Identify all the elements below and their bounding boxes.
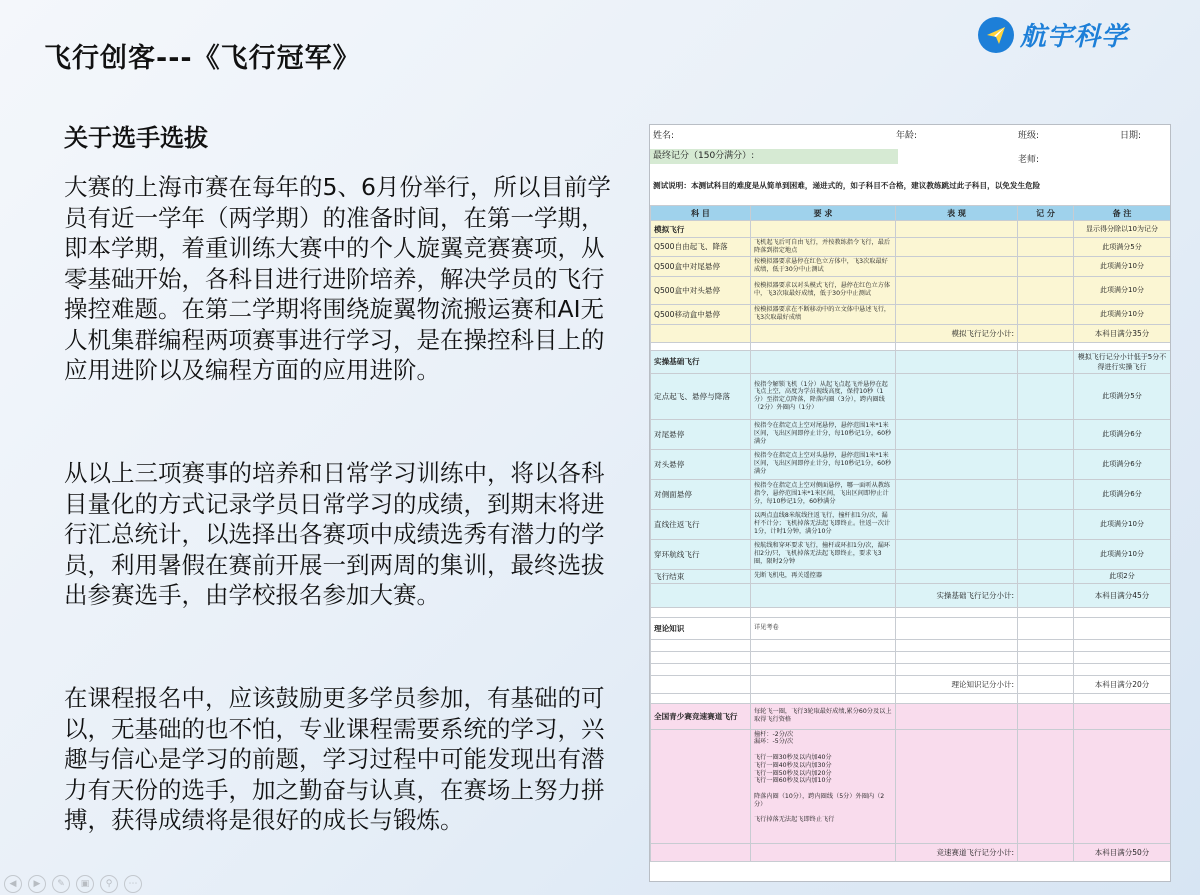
item-requirement: 按指令在指定点上空对头悬停，悬停范围1米*1米区间，飞出区间即停止计分，每10秒记1分，60秒满分 <box>751 449 896 479</box>
item-note: 此项满分10分 <box>1074 539 1171 569</box>
subtotal-label: 实操基础飞行记分小计: <box>896 583 1018 607</box>
pen-icon[interactable]: ✎ <box>52 875 70 893</box>
item-requirement: 按指令解锁飞机（1分）从起飞点起飞并悬停在起飞点上空，高度为学员视线高度，保持10秒（1分）至指定点降落，降落内圈（3分），跨内圈线（2分）外圈内（1分） <box>751 373 896 419</box>
item-requirement: 按航线和穿环要求飞行，撞杆或环扣1分/次，漏环扣2分/只，飞机掉落无法起飞即终止，要求飞3圈，限时2分钟 <box>751 539 896 569</box>
paragraph: 从以上三项赛事的培养和日常学习训练中，将以各科目量化的方式记录学员日常学习的成绩，到期末将进行汇总统计，以选择出各赛项中成绩选秀有潜力的学员，利用暑假在赛前开展一到两周的集训，最终选拔出参赛选手，由学校报名参加大赛。 <box>64 459 605 609</box>
subtotal-note: 本科目满分50分 <box>1074 843 1171 861</box>
section-name: 理论知识 <box>651 617 751 639</box>
name-label: 姓名: <box>653 131 675 141</box>
section-note: 模拟飞行记分小计低于5分不得进行实操飞行 <box>1074 350 1171 373</box>
item-name: Q500盒中对头悬停 <box>651 276 751 304</box>
subtotal-label: 模拟飞行记分小计: <box>896 324 1018 342</box>
item-requirement: 以两点直线8米航线往返飞行，撞杆扣1分/次，漏杆不计分；飞机掉落无法起飞即终止。往返一次计1分，计时1分钟，满分10分 <box>751 509 896 539</box>
item-note: 此项满分10分 <box>1074 276 1171 304</box>
item-requirement: 每轮飞一圈，飞行3轮取最好成绩,累分60分及以上取得飞行资格 <box>751 703 896 729</box>
section-name: 实操基础飞行 <box>651 350 751 373</box>
column-header: 表 现 <box>896 206 1018 221</box>
item-name: Q500移动盒中悬停 <box>651 304 751 324</box>
item-note: 此项满分10分 <box>1074 509 1171 539</box>
teacher-label: 老师: <box>1018 155 1040 165</box>
item-name: 对尾悬停 <box>651 419 751 449</box>
subtotal-note: 本科目满分35分 <box>1074 324 1171 342</box>
presentation-controls <box>4 875 142 893</box>
more-options-icon[interactable]: ⋯ <box>124 875 142 893</box>
item-requirement: 飞机起飞后可自由飞行，并按教练指令飞行，最后降落到指定地点 <box>751 238 896 257</box>
item-note: 此项2分 <box>1074 569 1171 583</box>
slides-overview-icon[interactable]: ▣ <box>76 875 94 893</box>
column-header: 记 分 <box>1018 206 1074 221</box>
item-requirement: 按模拟器要求以对头模式飞行，悬停在红色立方体中，飞3次取最好成绩，低于30分中止测试 <box>751 276 896 304</box>
section-note: 显示得分除以10为记分 <box>1074 221 1171 238</box>
item-note: 此项满分5分 <box>1074 373 1171 419</box>
item-note: 此项满分5分 <box>1074 238 1171 257</box>
brand-logo <box>978 16 1128 53</box>
column-header: 备 注 <box>1074 206 1171 221</box>
item-requirement: 按指令在指定点上空对侧面悬停，哪一面听从教练指令，悬停范围1米*1米区间，飞出区间即停止计分，每10秒记1分，60秒满分 <box>751 479 896 509</box>
item-note: 此项满分10分 <box>1074 304 1171 324</box>
item-requirement: 详见考卷 <box>751 617 896 639</box>
item-name: Q500自由起飞、降落 <box>651 238 751 257</box>
item-name: 穿环航线飞行 <box>651 539 751 569</box>
subtotal-note: 本科目满分45分 <box>1074 583 1171 607</box>
subtotal-note: 本科目满分20分 <box>1074 675 1171 693</box>
item-requirement: 按指令在指定点上空对尾悬停，悬停范围1米*1米区间，飞出区间即停止计分，每10秒记1分，60秒满分 <box>751 419 896 449</box>
age-label: 年龄: <box>896 131 918 141</box>
item-note: 此项满分6分 <box>1074 419 1171 449</box>
zoom-icon[interactable]: ⚲ <box>100 875 118 893</box>
paper-plane-icon <box>978 17 1014 53</box>
item-name: 定点起飞、悬停与降落 <box>651 373 751 419</box>
item-requirement: 先断飞机电，再关遥控器 <box>751 569 896 583</box>
item-requirement-detail: 撞杆：-2分/次 漏环：-5分/次 飞行一圈30秒及以内加40分 飞行一圈40秒及以内加30分 飞行一圈50秒及以内加20分 飞行一圈60秒及以内加10分 降落内圈（10分），跨内圈线（5分）外圈内（2分） 飞行掉落无法起飞即终止飞行 <box>751 729 896 843</box>
final-score-label: 最终记分（150分满分）: <box>650 149 898 164</box>
section-name: 模拟飞行 <box>651 221 751 238</box>
logo-text: 航宇科学 <box>1020 22 1129 52</box>
paragraph: 大赛的上海市赛在每年的5、6月份举行，所以目前学员有近一学年（两学期）的准备时间，在第一学期，即本学期，着重训练大赛中的个人旋翼竞赛赛项，从零基础开始，各科目进行进阶培养，解决学员的飞行操控难题。在第二学期将围绕旋翼物流搬运赛和AI无人机集群编程两项赛事进行学习，是在操控科目上的应用进阶以及编程方面的应用进阶。 <box>64 173 611 384</box>
evaluation-sheet-image <box>649 124 1171 882</box>
slide-title: 飞行创客---《飞行冠军》 <box>44 43 361 74</box>
item-note: 此项满分6分 <box>1074 479 1171 509</box>
item-name: 对头悬停 <box>651 449 751 479</box>
item-name: 对侧面悬停 <box>651 479 751 509</box>
item-name: Q500盒中对尾悬停 <box>651 256 751 276</box>
subtotal-label: 竞速赛道飞行记分小计: <box>896 843 1018 861</box>
subtotal-label: 理论知识记分小计: <box>896 675 1018 693</box>
item-name: 直线往返飞行 <box>651 509 751 539</box>
class-label: 班级: <box>1018 131 1040 141</box>
section-name: 全国青少赛竞速赛道飞行 <box>651 703 751 729</box>
test-note: 测试说明：本测试科目的难度是从简单到困难，递进式的，如子科目不合格，建议教练跳过此子科目，以免发生危险 <box>653 181 1041 190</box>
next-slide-icon[interactable]: ▶ <box>28 875 46 893</box>
item-requirement: 按模拟器要求在不断移动中的立文体中悬述飞行，飞3次取最好成绩 <box>751 304 896 324</box>
column-header: 科 目 <box>651 206 751 221</box>
item-requirement: 按模拟器要求悬停在红色立方体中，飞3次取最好成绩，低于30分中止测试 <box>751 256 896 276</box>
column-header: 要 求 <box>751 206 896 221</box>
section-heading: 关于选手选拔 <box>64 124 208 152</box>
item-name: 飞行结束 <box>651 569 751 583</box>
date-label: 日期: <box>1120 131 1142 141</box>
item-note: 此项满分10分 <box>1074 256 1171 276</box>
paragraph: 在课程报名中，应该鼓励更多学员参加，有基础的可以，无基础的也不怕，专业课程需要系统的学习，兴趣与信心是学习的前题，学习过程中可能发现出有潜力有天份的选手，加之勤奋与认真，在赛场上努力拼搏，获得成绩将是很好的成长与锻炼。 <box>64 684 605 834</box>
score-table <box>650 205 1171 862</box>
item-note: 此项满分6分 <box>1074 449 1171 479</box>
prev-slide-icon[interactable]: ◀ <box>4 875 22 893</box>
